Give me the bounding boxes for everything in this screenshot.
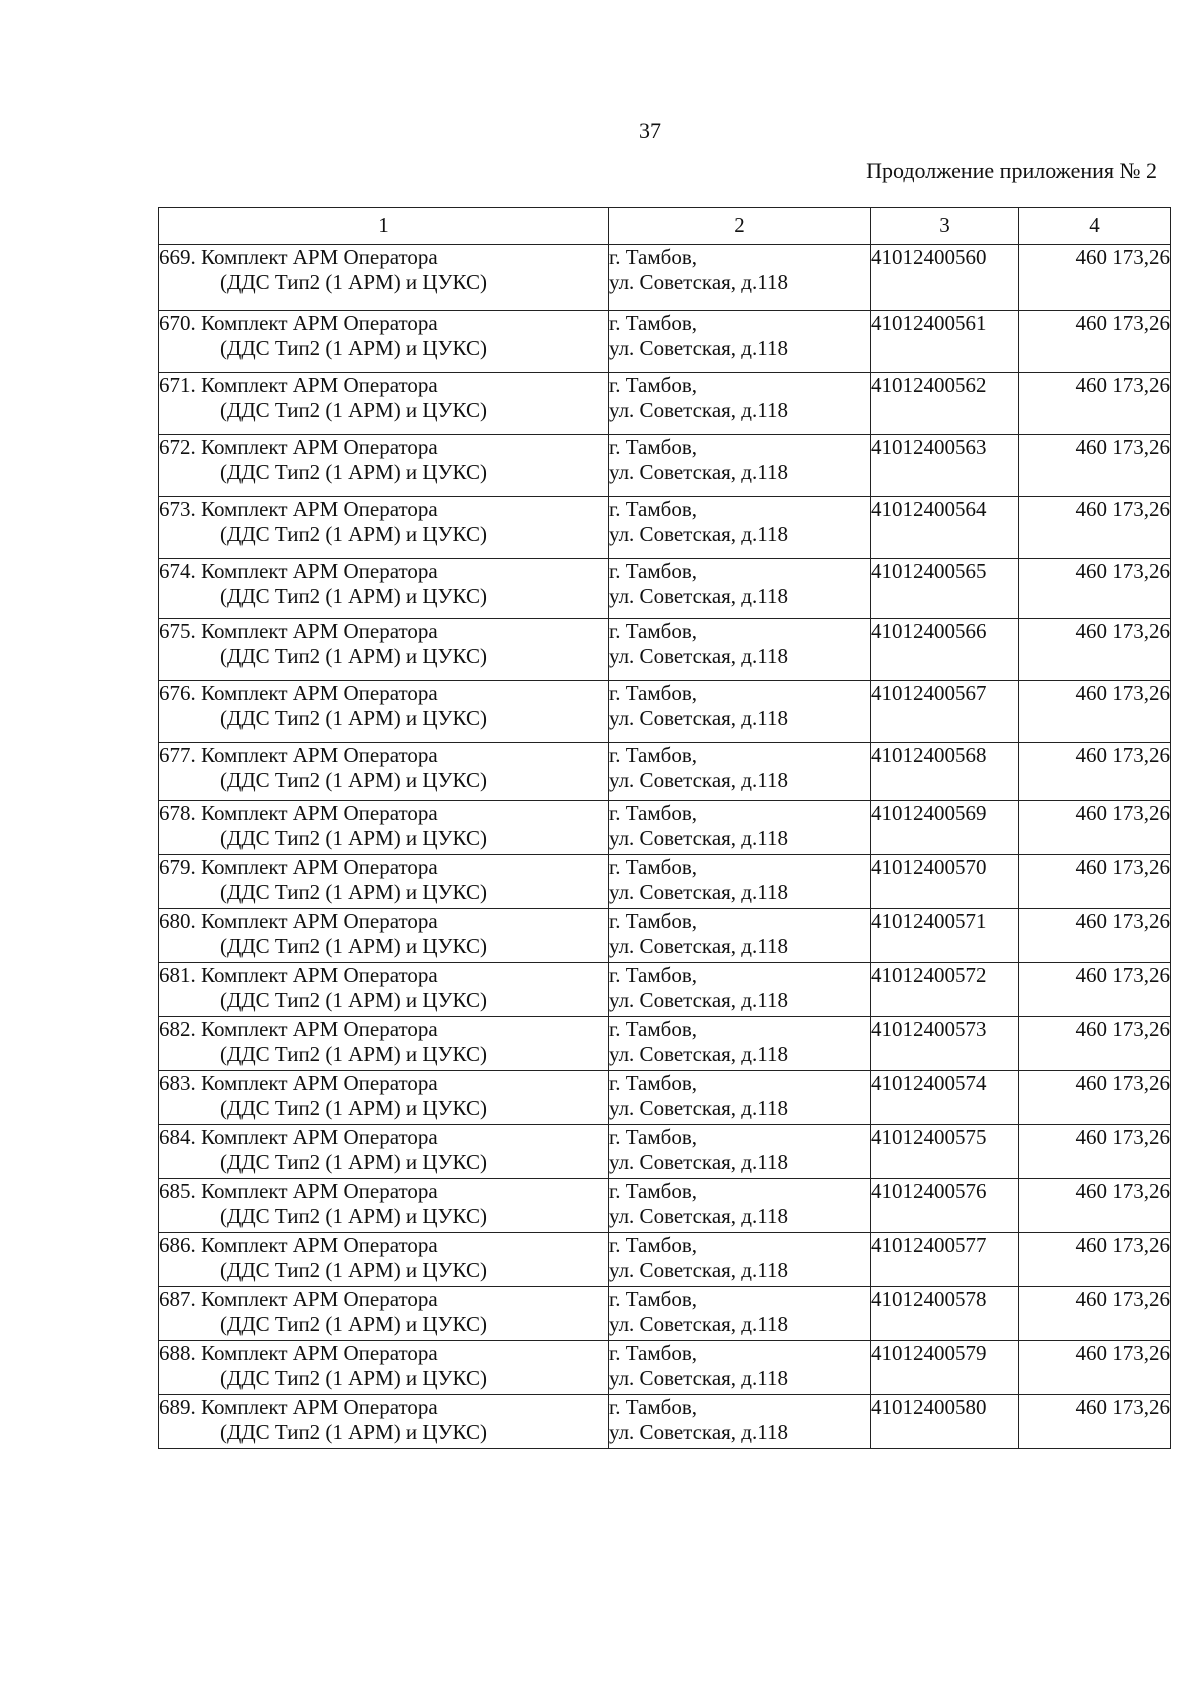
address-cell	[609, 1071, 871, 1125]
address-street: ул. Советская, д.118	[609, 826, 788, 851]
address-street: ул. Советская, д.118	[609, 522, 788, 547]
address-city: г. Тамбов,	[609, 1341, 698, 1365]
inventory-number: 41012400576	[871, 1179, 1019, 1233]
address-cell	[609, 435, 871, 497]
address-city: г. Тамбов,	[609, 1125, 698, 1149]
item-name-detail: (ДДС Тип2 (1 АРМ) и ЦУКС)	[220, 988, 487, 1013]
address-street: ул. Советская, д.118	[609, 880, 788, 905]
table-row	[159, 1017, 1171, 1071]
table-row	[159, 1395, 1171, 1449]
address-city: г. Тамбов,	[609, 1233, 698, 1257]
item-number: 681.	[159, 963, 201, 987]
item-name-cell	[159, 311, 609, 373]
item-name-cell	[159, 1125, 609, 1179]
item-number: 682.	[159, 1017, 201, 1041]
inventory-number: 41012400560	[871, 245, 1019, 311]
cost-value: 460 173,26	[1019, 909, 1171, 963]
item-number: 678.	[159, 801, 201, 825]
cost-value: 460 173,26	[1019, 1179, 1171, 1233]
item-name-cell	[159, 681, 609, 743]
address-street: ул. Советская, д.118	[609, 270, 788, 295]
column-header: 2	[609, 208, 871, 245]
cost-value: 460 173,26	[1019, 373, 1171, 435]
address-cell	[609, 1125, 871, 1179]
address-city: г. Тамбов,	[609, 963, 698, 987]
inventory-number: 41012400580	[871, 1395, 1019, 1449]
address-street: ул. Советская, д.118	[609, 460, 788, 485]
address-cell	[609, 619, 871, 681]
table-row	[159, 681, 1171, 743]
cost-value: 460 173,26	[1019, 311, 1171, 373]
item-name-detail: (ДДС Тип2 (1 АРМ) и ЦУКС)	[220, 270, 487, 295]
item-number: 679.	[159, 855, 201, 879]
item-number: 676.	[159, 681, 201, 705]
item-name-cell	[159, 1179, 609, 1233]
item-number: 688.	[159, 1341, 201, 1365]
cost-value: 460 173,26	[1019, 743, 1171, 801]
page-number: 37	[639, 118, 661, 143]
item-name-detail: (ДДС Тип2 (1 АРМ) и ЦУКС)	[220, 584, 487, 609]
inventory-number: 41012400565	[871, 559, 1019, 619]
address-cell	[609, 559, 871, 619]
item-name-cell	[159, 373, 609, 435]
address-street: ул. Советская, д.118	[609, 768, 788, 793]
item-number: 672.	[159, 435, 201, 459]
property-table	[158, 207, 1171, 1449]
table-row	[159, 311, 1171, 373]
item-name: Комплект АРМ Оператора	[201, 1071, 438, 1095]
item-name: Комплект АРМ Оператора	[201, 373, 438, 397]
item-name-detail: (ДДС Тип2 (1 АРМ) и ЦУКС)	[220, 1096, 487, 1121]
item-name-cell	[159, 1017, 609, 1071]
item-name: Комплект АРМ Оператора	[201, 963, 438, 987]
item-number: 680.	[159, 909, 201, 933]
item-number: 677.	[159, 743, 201, 767]
inventory-number: 41012400574	[871, 1071, 1019, 1125]
inventory-number: 41012400568	[871, 743, 1019, 801]
inventory-number: 41012400570	[871, 855, 1019, 909]
item-name-cell	[159, 801, 609, 855]
address-city: г. Тамбов,	[609, 497, 698, 521]
item-name-detail: (ДДС Тип2 (1 АРМ) и ЦУКС)	[220, 826, 487, 851]
address-cell	[609, 1395, 871, 1449]
address-cell	[609, 311, 871, 373]
address-cell	[609, 681, 871, 743]
inventory-number: 41012400577	[871, 1233, 1019, 1287]
item-name-detail: (ДДС Тип2 (1 АРМ) и ЦУКС)	[220, 768, 487, 793]
address-city: г. Тамбов,	[609, 373, 698, 397]
address-street: ул. Советская, д.118	[609, 584, 788, 609]
item-name: Комплект АРМ Оператора	[201, 1233, 438, 1257]
address-street: ул. Советская, д.118	[609, 1366, 788, 1391]
item-number: 669.	[159, 245, 201, 269]
address-street: ул. Советская, д.118	[609, 1312, 788, 1337]
address-cell	[609, 743, 871, 801]
table-row	[159, 743, 1171, 801]
item-name: Комплект АРМ Оператора	[201, 1287, 438, 1311]
inventory-number: 41012400572	[871, 963, 1019, 1017]
item-name-cell	[159, 855, 609, 909]
table-row	[159, 1287, 1171, 1341]
cost-value: 460 173,26	[1019, 681, 1171, 743]
cost-value: 460 173,26	[1019, 1287, 1171, 1341]
table-row	[159, 855, 1171, 909]
address-street: ул. Советская, д.118	[609, 644, 788, 669]
item-name: Комплект АРМ Оператора	[201, 1125, 438, 1149]
table-row	[159, 245, 1171, 311]
item-name-detail: (ДДС Тип2 (1 АРМ) и ЦУКС)	[220, 1366, 487, 1391]
inventory-number: 41012400563	[871, 435, 1019, 497]
inventory-number: 41012400575	[871, 1125, 1019, 1179]
item-name: Комплект АРМ Оператора	[201, 559, 438, 583]
item-number: 689.	[159, 1395, 201, 1419]
address-street: ул. Советская, д.118	[609, 1096, 788, 1121]
inventory-number: 41012400573	[871, 1017, 1019, 1071]
address-city: г. Тамбов,	[609, 559, 698, 583]
item-name: Комплект АРМ Оператора	[201, 855, 438, 879]
item-name-detail: (ДДС Тип2 (1 АРМ) и ЦУКС)	[220, 522, 487, 547]
item-name-detail: (ДДС Тип2 (1 АРМ) и ЦУКС)	[220, 880, 487, 905]
item-name-cell	[159, 1341, 609, 1395]
item-name-detail: (ДДС Тип2 (1 АРМ) и ЦУКС)	[220, 1150, 487, 1175]
address-street: ул. Советская, д.118	[609, 1420, 788, 1445]
table-row	[159, 1125, 1171, 1179]
table-row	[159, 1233, 1171, 1287]
item-name: Комплект АРМ Оператора	[201, 1395, 438, 1419]
item-name: Комплект АРМ Оператора	[201, 909, 438, 933]
address-street: ул. Советская, д.118	[609, 934, 788, 959]
address-cell	[609, 497, 871, 559]
item-name: Комплект АРМ Оператора	[201, 619, 438, 643]
address-city: г. Тамбов,	[609, 909, 698, 933]
item-name-detail: (ДДС Тип2 (1 АРМ) и ЦУКС)	[220, 1420, 487, 1445]
address-cell	[609, 1017, 871, 1071]
address-city: г. Тамбов,	[609, 743, 698, 767]
address-street: ул. Советская, д.118	[609, 1042, 788, 1067]
address-street: ул. Советская, д.118	[609, 1258, 788, 1283]
cost-value: 460 173,26	[1019, 1395, 1171, 1449]
table-row	[159, 801, 1171, 855]
item-name-detail: (ДДС Тип2 (1 АРМ) и ЦУКС)	[220, 336, 487, 361]
address-cell	[609, 245, 871, 311]
item-number: 683.	[159, 1071, 201, 1095]
address-city: г. Тамбов,	[609, 619, 698, 643]
item-name-cell	[159, 743, 609, 801]
item-number: 671.	[159, 373, 201, 397]
item-name-detail: (ДДС Тип2 (1 АРМ) и ЦУКС)	[220, 1312, 487, 1337]
item-name-detail: (ДДС Тип2 (1 АРМ) и ЦУКС)	[220, 1204, 487, 1229]
item-name-cell	[159, 245, 609, 311]
cost-value: 460 173,26	[1019, 1233, 1171, 1287]
item-name: Комплект АРМ Оператора	[201, 801, 438, 825]
cost-value: 460 173,26	[1019, 435, 1171, 497]
table-row	[159, 1071, 1171, 1125]
item-name: Комплект АРМ Оператора	[201, 497, 438, 521]
cost-value: 460 173,26	[1019, 619, 1171, 681]
column-header: 4	[1019, 208, 1171, 245]
cost-value: 460 173,26	[1019, 855, 1171, 909]
item-name-cell	[159, 909, 609, 963]
address-city: г. Тамбов,	[609, 245, 698, 269]
cost-value: 460 173,26	[1019, 1125, 1171, 1179]
item-name-detail: (ДДС Тип2 (1 АРМ) и ЦУКС)	[220, 934, 487, 959]
item-number: 673.	[159, 497, 201, 521]
item-number: 675.	[159, 619, 201, 643]
address-cell	[609, 909, 871, 963]
item-name-detail: (ДДС Тип2 (1 АРМ) и ЦУКС)	[220, 398, 487, 423]
address-street: ул. Советская, д.118	[609, 1150, 788, 1175]
cost-value: 460 173,26	[1019, 1071, 1171, 1125]
item-name-cell	[159, 1071, 609, 1125]
item-name: Комплект АРМ Оператора	[201, 681, 438, 705]
table-row	[159, 497, 1171, 559]
item-number: 687.	[159, 1287, 201, 1311]
address-city: г. Тамбов,	[609, 311, 698, 335]
address-city: г. Тамбов,	[609, 1071, 698, 1095]
table-row	[159, 1341, 1171, 1395]
inventory-number: 41012400562	[871, 373, 1019, 435]
address-cell	[609, 801, 871, 855]
item-name: Комплект АРМ Оператора	[201, 245, 438, 269]
address-city: г. Тамбов,	[609, 1017, 698, 1041]
address-street: ул. Советская, д.118	[609, 1204, 788, 1229]
cost-value: 460 173,26	[1019, 1341, 1171, 1395]
cost-value: 460 173,26	[1019, 801, 1171, 855]
item-name-detail: (ДДС Тип2 (1 АРМ) и ЦУКС)	[220, 460, 487, 485]
item-name-cell	[159, 435, 609, 497]
address-cell	[609, 963, 871, 1017]
item-name-cell	[159, 1287, 609, 1341]
item-number: 674.	[159, 559, 201, 583]
address-cell	[609, 1341, 871, 1395]
inventory-number: 41012400578	[871, 1287, 1019, 1341]
table-row	[159, 909, 1171, 963]
address-city: г. Тамбов,	[609, 435, 698, 459]
inventory-number: 41012400579	[871, 1341, 1019, 1395]
item-name: Комплект АРМ Оператора	[201, 435, 438, 459]
table-row	[159, 559, 1171, 619]
item-name-cell	[159, 619, 609, 681]
address-cell	[609, 1287, 871, 1341]
item-number: 670.	[159, 311, 201, 335]
inventory-number: 41012400566	[871, 619, 1019, 681]
inventory-number: 41012400561	[871, 311, 1019, 373]
column-header: 1	[159, 208, 609, 245]
table-row	[159, 435, 1171, 497]
item-name-cell	[159, 1395, 609, 1449]
item-name-detail: (ДДС Тип2 (1 АРМ) и ЦУКС)	[220, 1258, 487, 1283]
item-name-cell	[159, 1233, 609, 1287]
address-cell	[609, 1233, 871, 1287]
item-name: Комплект АРМ Оператора	[201, 1179, 438, 1203]
appendix-continuation-title: Продолжение приложения № 2	[866, 158, 1157, 183]
item-number: 685.	[159, 1179, 201, 1203]
item-name-detail: (ДДС Тип2 (1 АРМ) и ЦУКС)	[220, 1042, 487, 1067]
table-body	[159, 245, 1171, 1449]
address-city: г. Тамбов,	[609, 1179, 698, 1203]
item-number: 684.	[159, 1125, 201, 1149]
address-street: ул. Советская, д.118	[609, 336, 788, 361]
item-name-detail: (ДДС Тип2 (1 АРМ) и ЦУКС)	[220, 706, 487, 731]
table-row	[159, 1179, 1171, 1233]
item-name: Комплект АРМ Оператора	[201, 743, 438, 767]
item-name-detail: (ДДС Тип2 (1 АРМ) и ЦУКС)	[220, 644, 487, 669]
inventory-number: 41012400564	[871, 497, 1019, 559]
item-name-cell	[159, 559, 609, 619]
table-header-row	[159, 208, 1171, 245]
cost-value: 460 173,26	[1019, 1017, 1171, 1071]
address-street: ул. Советская, д.118	[609, 398, 788, 423]
cost-value: 460 173,26	[1019, 497, 1171, 559]
address-city: г. Тамбов,	[609, 681, 698, 705]
address-city: г. Тамбов,	[609, 801, 698, 825]
item-name-cell	[159, 963, 609, 1017]
item-name: Комплект АРМ Оператора	[201, 1017, 438, 1041]
inventory-number: 41012400571	[871, 909, 1019, 963]
inventory-number: 41012400569	[871, 801, 1019, 855]
item-name-cell	[159, 497, 609, 559]
cost-value: 460 173,26	[1019, 559, 1171, 619]
item-name: Комплект АРМ Оператора	[201, 1341, 438, 1365]
inventory-number: 41012400567	[871, 681, 1019, 743]
address-cell	[609, 373, 871, 435]
table-row	[159, 373, 1171, 435]
item-number: 686.	[159, 1233, 201, 1257]
address-cell	[609, 855, 871, 909]
cost-value: 460 173,26	[1019, 245, 1171, 311]
address-cell	[609, 1179, 871, 1233]
column-header: 3	[871, 208, 1019, 245]
cost-value: 460 173,26	[1019, 963, 1171, 1017]
table-row	[159, 963, 1171, 1017]
item-name: Комплект АРМ Оператора	[201, 311, 438, 335]
table-row	[159, 619, 1171, 681]
address-city: г. Тамбов,	[609, 855, 698, 879]
address-city: г. Тамбов,	[609, 1287, 698, 1311]
address-street: ул. Советская, д.118	[609, 706, 788, 731]
address-city: г. Тамбов,	[609, 1395, 698, 1419]
address-street: ул. Советская, д.118	[609, 988, 788, 1013]
